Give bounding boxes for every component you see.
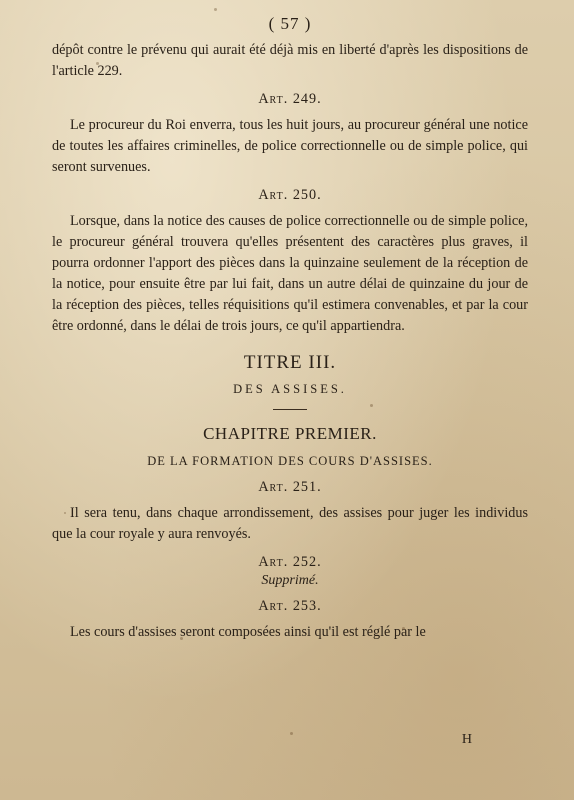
foxing-spot — [214, 8, 217, 11]
article-249-heading: Art. 249. — [258, 91, 322, 107]
article-250-heading: Art. 250. — [258, 187, 322, 203]
article-252-heading: Art. 252. — [258, 554, 322, 570]
article-250-text: Lorsque, dans la notice des causes de police correctionnelle ou de simple police, le procureur général trouvera qu'elles présentent des caractères plus graves, il pourra ordonner l'apport des pièces dans la quinzaine seulement de la réception de la notice, pour ensuite être par lui fait, dans un autre délai de quinzaine du jour de la réception des pièces, telles réquisitions qu'il estimera convenables, et par la cour être ordonné, dans le délai de trois jours, ce qu'il appartiendra. — [52, 213, 528, 334]
foxing-spot — [290, 732, 293, 735]
section-divider — [273, 409, 307, 410]
article-253-text: Les cours d'assises seront composées ainsi qu'il est réglé par le — [70, 624, 426, 640]
article-252-note: Supprimé. — [261, 573, 319, 588]
article-253-heading: Art. 253. — [258, 598, 322, 614]
signature-mark: H — [461, 732, 472, 747]
foxing-spot — [402, 627, 405, 630]
article-251-heading: Art. 251. — [258, 479, 322, 495]
chapitre-heading: CHAPITRE PREMIER. — [203, 424, 377, 443]
page-number: ( 57 ) — [268, 14, 312, 33]
article-251-text: Il sera tenu, dans chaque arrondissement, des assises pour juger les individus que la cour royale y aura renvoyés. — [52, 505, 528, 542]
foxing-spot — [370, 404, 373, 407]
foxing-spot — [180, 637, 183, 640]
chapitre-subheading: DE LA FORMATION DES COURS D'ASSISES. — [147, 454, 433, 468]
foxing-spot — [96, 62, 99, 65]
article-249-text: Le procureur du Roi enverra, tous les huit jours, au procureur général une notice de toutes les affaires criminelles, de police correctionnelle ou de simple police, qui seront survenues. — [52, 117, 528, 175]
titre-heading: TITRE III. — [243, 352, 337, 373]
foxing-spot — [64, 512, 66, 514]
paragraph-continuation: dépôt contre le prévenu qui aurait été déjà mis en liberté d'après les dispositions de l'article 229. — [52, 42, 528, 79]
titre-subheading: DES ASSISES. — [233, 382, 347, 396]
